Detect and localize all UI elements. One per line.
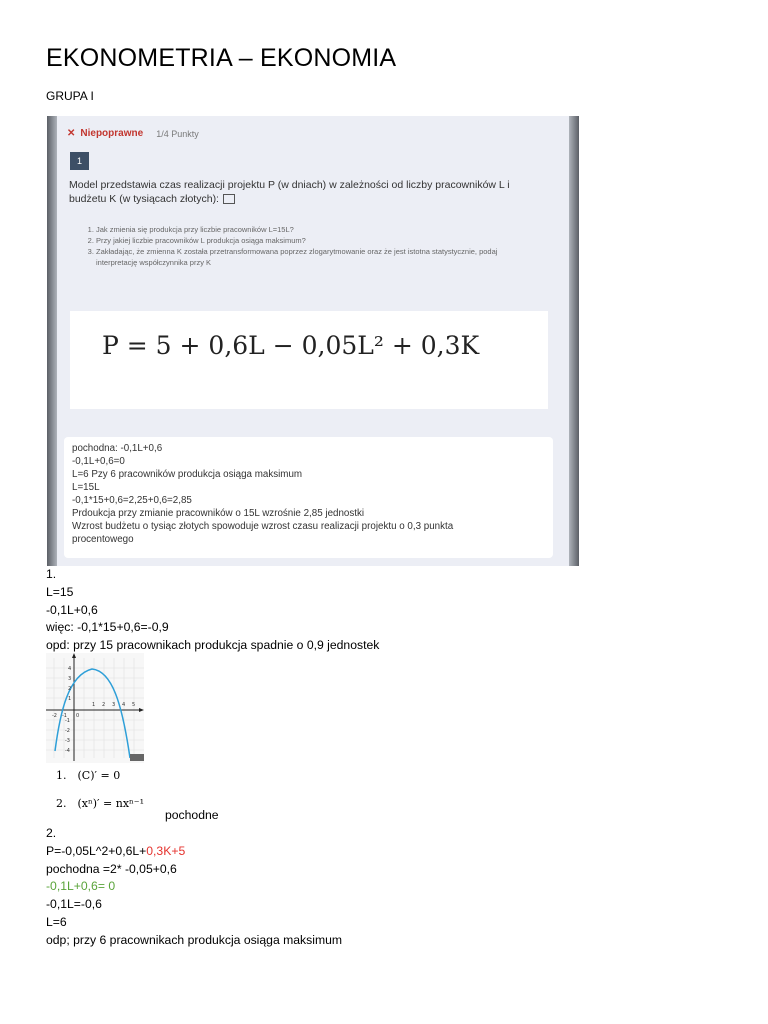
question-text [69,178,539,206]
part2-line: odp; przy 6 pracownikach produkcja osiąga maksimum [46,932,343,947]
status-label: Niepoprawne [80,128,144,139]
derivatives-caption: pochodne [165,808,219,822]
immersive-reader-icon [223,194,235,204]
part2-line: pochodna =2* -0,05+0,6 [46,861,177,876]
answer-line: Wzrost budżetu o tysiąc złotych spowoduje wzrost czasu realizacji projektu o 0,3 punkta [72,521,454,532]
embedded-question-screenshot [47,116,579,566]
derivative-rule-1 [56,769,120,782]
document-title: EKONOMETRIA – EKONOMIA [46,44,397,72]
subquestion-list [85,224,536,268]
question-number-badge: 1 [70,152,89,170]
x-tick-label: 1 [92,702,96,708]
answer-line: -0,1L+0,6=0 [72,456,125,467]
part1-line: więc: -0,1*15+0,6=-0,9 [46,620,169,635]
answer-line: procentowego [72,534,134,545]
part2-line-red: 0,3K+5 [146,843,186,858]
answer-line: pochodna: -0,1L+0,6 [72,443,163,454]
x-tick-label: 4 [122,702,126,708]
group-label: GRUPA I [46,89,94,103]
derivative-rule-2 [56,797,144,810]
rule-number: 1. [56,769,67,782]
subquestion-item: 2. Przy jakiej liczbie pracowników L produkcja osiąga maksimum? [96,235,536,246]
answer-line: L=15L [72,482,100,493]
points-label: 1/4 Punkty [156,128,199,139]
part2-block [46,825,342,950]
answer-line: L=6 Pzy 6 pracowników produkcja osiąga maksimum [72,469,303,480]
y-tick-label: -4 [65,748,70,754]
y-tick-label: 1 [68,696,72,702]
y-tick-label: -1 [65,718,70,724]
formula-image [70,311,548,409]
part2-line [46,843,342,861]
y-tick-label: 3 [68,676,72,682]
formula: P = 5 + 0,6L − 0,05L² + 0,3K [102,331,480,360]
answer-textarea [64,437,553,558]
part1-block [46,566,379,655]
y-tick-label: 2 [68,686,72,692]
x-tick-label: -1 [62,713,67,719]
part2-number: 2. [46,826,57,840]
part1-line: opd: przy 15 pracownikach produkcja spadnie o 0,9 jednostek [46,638,380,653]
part2-line: L=6 [46,914,67,929]
y-tick-label: 4 [68,666,72,672]
part1-line: L=15 [46,584,74,599]
x-tick-label: 5 [132,702,136,708]
close-icon: ✕ [67,128,76,139]
rule-number: 2. [56,797,67,810]
subquestion-item: 1. Jak zmienia się produkcja przy liczbie pracowników L=15L? [96,224,536,235]
answer-line: Prdoukcja przy zmianie pracowników o 15L wzrośnie 2,85 jednostki [72,508,365,519]
part1-line: -0,1L+0,6 [46,602,98,617]
x-tick-label: 3 [112,702,116,708]
y-tick-label: -2 [65,728,70,734]
subquestion-item: 3. Zakładając, że zmienna K została przetransformowana poprzez zlogarytmowanie oraz że jest istotna statystycznie, podaj interpretację współczynnika przy K [96,246,536,268]
derivative-rules [46,763,176,823]
rule-formula: (xⁿ)′ = nxⁿ⁻¹ [77,797,145,810]
x-tick-label: 0 [76,713,80,719]
status-row [67,128,199,139]
question-text-content: Model przedstawia czas realizacji projektu P (w dniach) w zależności od liczby pracowników L i budżetu K (w tysiącach złotych): [69,179,510,205]
rule-formula: (C)′ = 0 [77,769,121,782]
part1-number: 1. [46,567,57,581]
part2-line-black: P=-0,05L^2+0,6L+ [46,843,147,858]
x-tick-label: 2 [102,702,106,708]
parabola-graph [46,653,144,763]
y-tick-label: -3 [65,738,70,744]
question-card [57,116,569,566]
part2-line-green: -0,1L+0,6= 0 [46,879,116,894]
graph-watermark [130,754,144,761]
x-tick-label: -2 [52,713,57,719]
part2-line: -0,1L=-0,6 [46,897,102,912]
answer-line: -0,1*15+0,6=2,25+0,6=2,85 [72,495,192,506]
